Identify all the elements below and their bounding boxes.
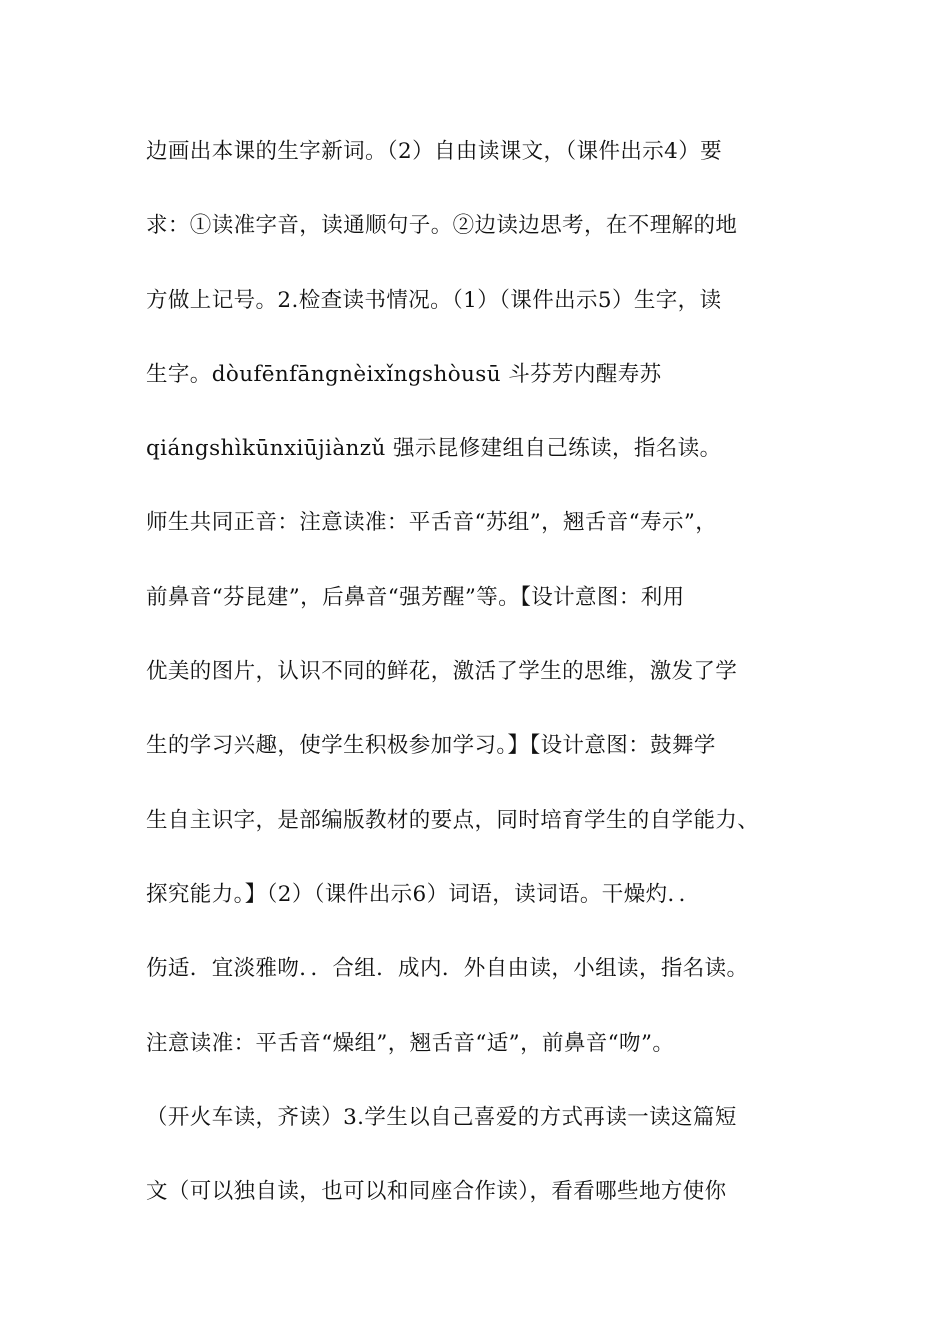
text-line-5: qiángshìkūnxiūjiànzǔ 强示昆修建组自己练读，指名读。 bbox=[146, 436, 722, 462]
text-line-11: 探究能力。】（2）（课件出示6）词语，读词语。干燥灼．． bbox=[146, 881, 701, 907]
text-line-1: 边画出本课的生字新词。（2）自由读课文，（课件出示4）要 bbox=[146, 139, 723, 164]
text-line-15: 文（可以独自读，也可以和同座合作读），看看哪些地方使你 bbox=[146, 1179, 727, 1205]
text-line-4: 生字。dòufēnfāngnèixǐngshòusū 斗芬芳内醒寿苏 bbox=[146, 361, 662, 387]
text-line-7: 前鼻音“芬昆建”，后鼻音“强芳醒”等。【设计意图：利用 bbox=[146, 584, 685, 610]
text-line-13: 注意读准：平舌音“燥组”，翘舌音“适”，前鼻音“吻”。 bbox=[146, 1030, 675, 1056]
body-text bbox=[146, 130, 826, 1244]
text-line-10: 生自主识字，是部编版教材的要点，同时培育学生的自学能力、 bbox=[146, 807, 760, 833]
text-line-12: 伤适．宜淡雅吻．．合组．成内．外自由读，小组读，指名读。 bbox=[146, 956, 749, 982]
text-line-8: 优美的图片，认识不同的鲜花，激活了学生的思维，激发了学 bbox=[146, 659, 738, 685]
text-line-3: 方做上记号。2.检查读书情况。（1）（课件出示5）生字，读 bbox=[146, 287, 722, 313]
text-line-9: 生的学习兴趣，使学生积极参加学习。】【设计意图：鼓舞学 bbox=[146, 733, 716, 759]
text-line-2: 求：①读准字音，读通顺句子。②边读边思考，在不理解的地 bbox=[146, 213, 738, 239]
text-line-6: 师生共同正音：注意读准：平舌音“苏组”，翘舌音“寿示”， bbox=[146, 510, 718, 536]
text-line-14: （开火车读，齐读）3.学生以自己喜爱的方式再读一读这篇短 bbox=[146, 1104, 737, 1130]
